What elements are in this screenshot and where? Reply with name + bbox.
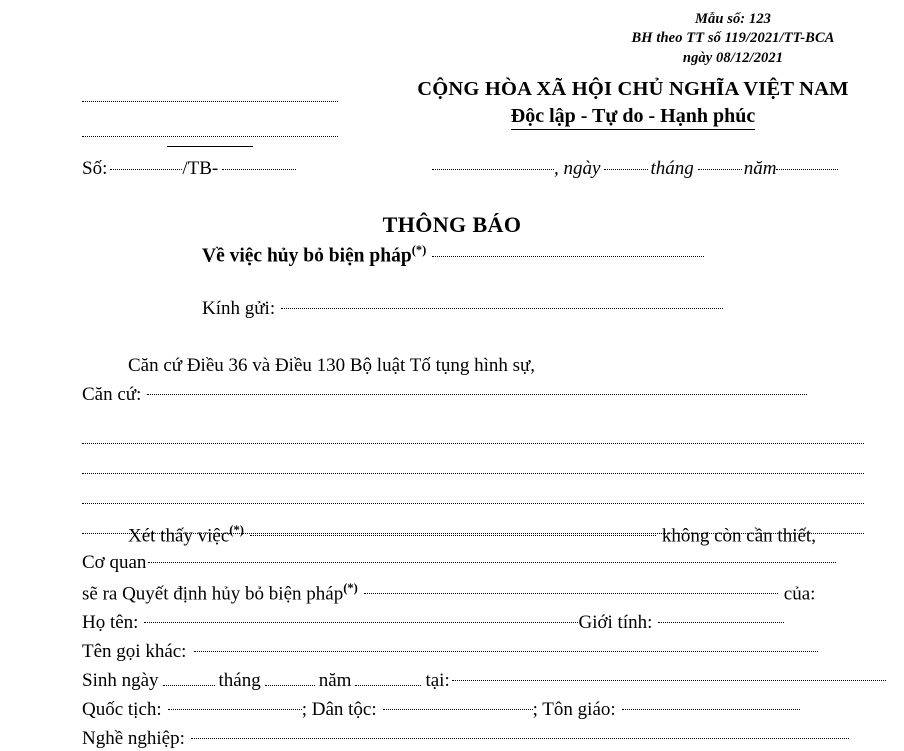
legal-basis-statute: Căn cứ Điều 36 và Điều 130 Bộ luật Tố tụng hình sự, bbox=[128, 355, 536, 376]
nationality-line bbox=[82, 699, 864, 721]
form-circular-reference: BH theo TT số 119/2021/TT-BCA bbox=[631, 30, 835, 47]
national-motto: Độc lập - Tự do - Hạnh phúc bbox=[511, 105, 755, 130]
place-date-line bbox=[432, 158, 852, 180]
footnote-star: (*) bbox=[229, 523, 244, 537]
footnote-star: (*) bbox=[411, 243, 427, 257]
footnote-star: (*) bbox=[343, 581, 358, 595]
year-input[interactable] bbox=[776, 169, 838, 170]
legal-basis-input[interactable] bbox=[147, 394, 807, 395]
religion-input[interactable] bbox=[622, 709, 800, 710]
agency-line-1[interactable] bbox=[82, 84, 338, 102]
document-number-input[interactable] bbox=[110, 169, 182, 170]
decision-line bbox=[82, 581, 864, 605]
document-number-separator: /TB- bbox=[182, 158, 219, 179]
birth-month-input[interactable] bbox=[265, 685, 315, 686]
blank-row[interactable] bbox=[82, 474, 864, 504]
decision-input[interactable] bbox=[364, 593, 778, 594]
birth-place-input[interactable] bbox=[452, 680, 886, 681]
full-name-input[interactable] bbox=[144, 622, 578, 623]
nationality-label: Quốc tịch: bbox=[82, 699, 162, 720]
ethnicity-label: ; Dân tộc: bbox=[301, 699, 377, 720]
day-label: ngày bbox=[563, 158, 601, 179]
form-code-block bbox=[604, 10, 862, 68]
agency-input[interactable] bbox=[148, 562, 836, 563]
consideration-input[interactable] bbox=[250, 535, 656, 536]
legal-basis-line bbox=[82, 384, 864, 406]
nationality-input[interactable] bbox=[168, 709, 302, 710]
gender-input[interactable] bbox=[658, 622, 784, 623]
agency-divider-rule bbox=[167, 146, 253, 147]
document-subtitle bbox=[202, 243, 822, 268]
recipient-label: Kính gửi: bbox=[202, 298, 276, 319]
page-title: THÔNG BÁO bbox=[382, 212, 522, 237]
alias-line bbox=[82, 641, 864, 663]
occupation-line bbox=[82, 728, 864, 750]
document-number-label: Số: bbox=[82, 158, 108, 179]
consideration-prefix: Xét thấy việc bbox=[128, 525, 230, 547]
consideration-line bbox=[128, 523, 868, 547]
blank-content-rows bbox=[82, 414, 864, 534]
decision-prefix: sẽ ra Quyết định hủy bỏ biện pháp bbox=[82, 583, 344, 605]
place-input[interactable] bbox=[432, 169, 554, 170]
document-code-input[interactable] bbox=[222, 169, 296, 170]
birth-line bbox=[82, 670, 864, 692]
form-issue-date: ngày 08/12/2021 bbox=[682, 49, 784, 66]
blank-row[interactable] bbox=[82, 414, 864, 444]
year-label: năm bbox=[743, 158, 777, 179]
month-input[interactable] bbox=[698, 169, 742, 170]
subtitle-text: Về việc hủy bỏ biện pháp bbox=[202, 245, 412, 267]
occupation-input[interactable] bbox=[191, 738, 849, 739]
decision-suffix: của: bbox=[783, 583, 816, 605]
birth-year-input[interactable] bbox=[355, 685, 421, 686]
alias-label: Tên gọi khác: bbox=[82, 641, 187, 662]
agency-line-2[interactable] bbox=[82, 119, 338, 137]
subtitle-input[interactable] bbox=[432, 256, 704, 257]
agency-label: Cơ quan bbox=[82, 552, 147, 573]
religion-label: ; Tôn giáo: bbox=[532, 699, 616, 720]
gender-label: Giới tính: bbox=[578, 612, 653, 633]
alias-input[interactable] bbox=[194, 651, 818, 652]
legal-basis-label: Căn cứ: bbox=[82, 384, 142, 405]
consideration-suffix: không còn cần thiết, bbox=[661, 525, 816, 547]
birth-place-label: tại: bbox=[425, 670, 450, 691]
issuing-agency-block bbox=[82, 84, 338, 147]
document-number-line bbox=[82, 158, 382, 180]
birth-month-label: tháng bbox=[218, 670, 261, 691]
occupation-label: Nghề nghiệp: bbox=[82, 728, 185, 749]
date-comma: , bbox=[554, 158, 559, 179]
full-name-label: Họ tên: bbox=[82, 612, 139, 633]
agency-name-line bbox=[82, 552, 864, 574]
form-number: Mẫu số: 123 bbox=[694, 11, 772, 27]
national-heading bbox=[404, 78, 862, 130]
birth-day-input[interactable] bbox=[163, 685, 215, 686]
blank-row[interactable] bbox=[82, 444, 864, 474]
country-name: CỘNG HÒA XÃ HỘI CHỦ NGHĨA VIỆT NAM bbox=[417, 78, 849, 100]
ethnicity-input[interactable] bbox=[383, 709, 533, 710]
birth-day-label: Sinh ngày bbox=[82, 670, 159, 691]
full-name-line bbox=[82, 612, 864, 634]
day-input[interactable] bbox=[604, 169, 648, 170]
month-label: tháng bbox=[650, 158, 694, 179]
recipient-line bbox=[202, 298, 842, 320]
recipient-input[interactable] bbox=[281, 308, 723, 309]
birth-year-label: năm bbox=[318, 670, 352, 691]
